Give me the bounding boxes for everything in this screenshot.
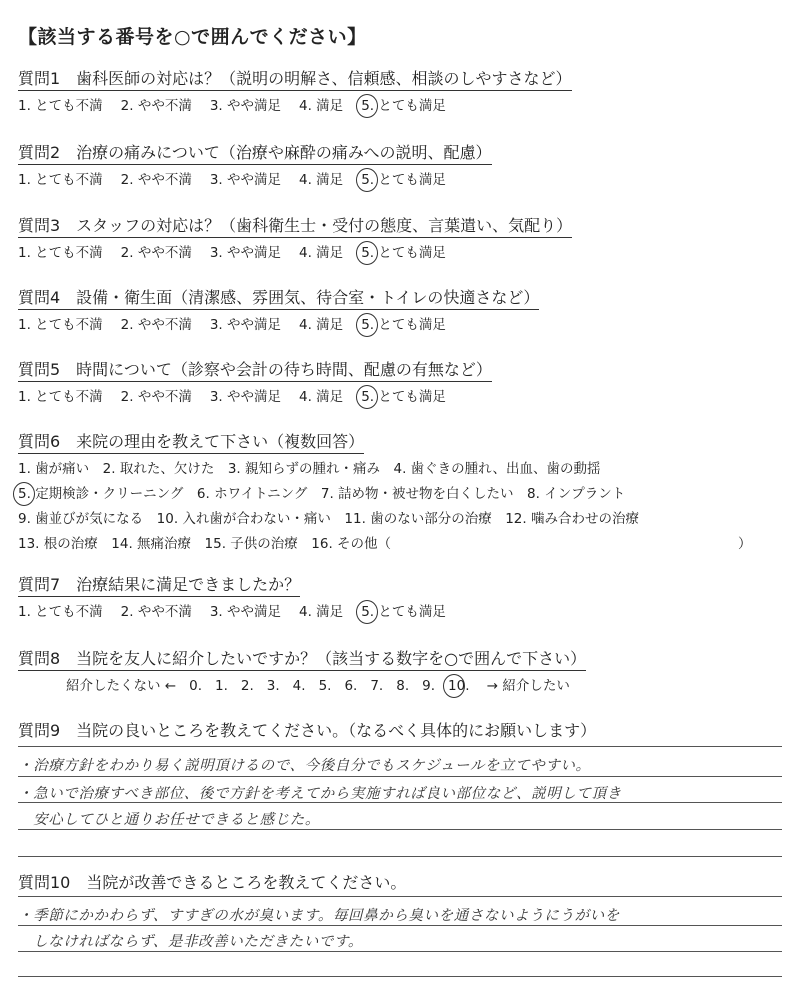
option-3[interactable]: 3. やや満足	[209, 317, 282, 333]
option-2[interactable]: 2. やや不満	[120, 245, 192, 261]
option-1[interactable]: 1. とても不満	[18, 245, 103, 261]
scale-6[interactable]: 6.	[344, 678, 358, 694]
answer-line	[18, 802, 782, 803]
q9-answer-line-1[interactable]: ・治療方針をわかり易く説明頂けるので、今後自分でもスケジュールを立てやすい。	[18, 758, 591, 774]
option-3[interactable]: 3. やや満足	[209, 604, 282, 620]
q6-row-3[interactable]: 9. 歯並びが気になる 10. 入れ歯が合わない・痛い 11. 歯のない部分の治療 12. 噛み合わせの治療	[18, 511, 639, 527]
scale-4[interactable]: 4.	[292, 678, 306, 694]
answer-line	[18, 925, 782, 926]
answer-line	[18, 746, 782, 747]
question-3: 質問3 スタッフの対応は？（歯科衛生士・受付の態度、言葉遣い、気配り）	[18, 217, 572, 238]
option-4[interactable]: 4. 満足	[299, 604, 344, 620]
question-9: 質問9 当院の良いところを教えてください。（なるべく具体的にお願いします）	[18, 721, 597, 740]
q6-row-2	[18, 486, 625, 502]
q6-row-4-close: ）	[738, 536, 752, 552]
option-5-circled[interactable]: 5.	[361, 245, 375, 261]
q6-row-2-text[interactable]: 定期検診・クリーニング 6. ホワイトニング 7. 詰め物・被せ物を白くしたい 8. インプラント	[35, 486, 626, 502]
page-title: 【該当する番号を○で囲んでください】	[18, 26, 367, 48]
option-5-circled[interactable]: 5.	[361, 389, 375, 405]
option-5-circled[interactable]: 5.	[361, 98, 375, 114]
q9-answer-line-2[interactable]: ・急いで治療すべき部位、後で方針を考えてから実施すれば良い部位など、説明して頂き	[18, 786, 622, 802]
option-2[interactable]: 2. やや不満	[120, 389, 192, 405]
question-2: 質問2 治療の痛みについて（治療や麻酔の痛みへの説明、配慮）	[18, 144, 492, 165]
scale-7[interactable]: 7.	[370, 678, 384, 694]
q10-answer-line-2[interactable]: しなければならず、是非改善いただきたいです。	[18, 934, 363, 950]
q6-row-1[interactable]: 1. 歯が痛い 2. 取れた、欠けた 3. 親知らずの腫れ・痛み 4. 歯ぐきの腫れ、出血、歯の動揺	[18, 461, 601, 477]
answer-line	[18, 951, 782, 952]
option-3[interactable]: 3. やや満足	[209, 245, 282, 261]
option-1[interactable]: 1. とても不満	[18, 317, 103, 333]
option-3[interactable]: 3. やや満足	[209, 389, 282, 405]
answer-line	[18, 856, 782, 857]
option-5-label: とても満足	[378, 98, 446, 114]
q5-options	[18, 389, 446, 405]
question-6: 質問6 来院の理由を教えて下さい（複数回答）	[18, 433, 364, 454]
option-1[interactable]: 1. とても不満	[18, 604, 103, 620]
question-4: 質問4 設備・衛生面（清潔感、雰囲気、待合室・トイレの快適さなど）	[18, 289, 539, 310]
question-10: 質問10 当院が改善できるところを教えてください。	[18, 873, 407, 892]
q6-option-5-circled[interactable]: 5.	[18, 486, 31, 502]
scale-9[interactable]: 9.	[422, 678, 436, 694]
question-7: 質問7 治療結果に満足できましたか？	[18, 576, 300, 597]
scale-5[interactable]: 5.	[318, 678, 332, 694]
option-3[interactable]: 3. やや満足	[209, 172, 282, 188]
option-5-label: とても満足	[378, 604, 446, 620]
q10-answer-line-1[interactable]: ・季節にかかわらず、すすぎの水が臭います。毎回鼻から臭いを通さないようにうがいを	[18, 908, 620, 924]
q8-scale	[66, 678, 583, 694]
scale-3[interactable]: 3.	[266, 678, 280, 694]
q4-options	[18, 317, 446, 333]
q7-options	[18, 604, 446, 620]
question-1: 質問1 歯科医師の対応は？（説明の明解さ、信頼感、相談のしやすさなど）	[18, 70, 572, 91]
q3-options	[18, 245, 446, 261]
option-1[interactable]: 1. とても不満	[18, 389, 103, 405]
option-5-label: とても満足	[378, 317, 446, 333]
option-5-label: とても満足	[378, 245, 446, 261]
option-4[interactable]: 4. 満足	[299, 245, 344, 261]
option-2[interactable]: 2. やや不満	[120, 604, 192, 620]
option-2[interactable]: 2. やや不満	[120, 98, 192, 114]
option-5-circled[interactable]: 5.	[361, 317, 375, 333]
scale-0[interactable]: 0.	[189, 678, 202, 694]
answer-line	[18, 976, 782, 977]
option-5-circled[interactable]: 5.	[361, 604, 375, 620]
q8-right-label: → 紹介したい	[486, 678, 570, 694]
answer-line	[18, 829, 782, 830]
option-5-label: とても満足	[378, 389, 446, 405]
q9-answer-line-3[interactable]: 安心してひと通りお任せできると感じた。	[18, 812, 320, 828]
q1-options	[18, 98, 446, 114]
option-4[interactable]: 4. 満足	[299, 172, 344, 188]
answer-line	[18, 776, 782, 777]
option-3[interactable]: 3. やや満足	[209, 98, 282, 114]
q2-options	[18, 172, 446, 188]
option-5-circled[interactable]: 5.	[361, 172, 375, 188]
option-4[interactable]: 4. 満足	[299, 317, 344, 333]
option-2[interactable]: 2. やや不満	[120, 317, 192, 333]
scale-1[interactable]: 1.	[215, 678, 228, 694]
option-1[interactable]: 1. とても不満	[18, 98, 103, 114]
option-4[interactable]: 4. 満足	[299, 98, 344, 114]
scale-2[interactable]: 2.	[240, 678, 254, 694]
option-1[interactable]: 1. とても不満	[18, 172, 103, 188]
option-2[interactable]: 2. やや不満	[120, 172, 192, 188]
q8-left-label: 紹介したくない ←	[66, 678, 177, 694]
scale-10-circled[interactable]: 10.	[448, 678, 470, 694]
scale-8[interactable]: 8.	[396, 678, 410, 694]
option-5-label: とても満足	[378, 172, 446, 188]
question-8: 質問8 当院を友人に紹介したいですか？（該当する数字を○で囲んで下さい）	[18, 650, 586, 671]
question-5: 質問5 時間について（診察や会計の待ち時間、配慮の有無など）	[18, 361, 492, 382]
option-4[interactable]: 4. 満足	[299, 389, 344, 405]
answer-line	[18, 896, 782, 897]
q6-row-4[interactable]: 13. 根の治療 14. 無痛治療 15. 子供の治療 16. その他（	[18, 536, 392, 552]
